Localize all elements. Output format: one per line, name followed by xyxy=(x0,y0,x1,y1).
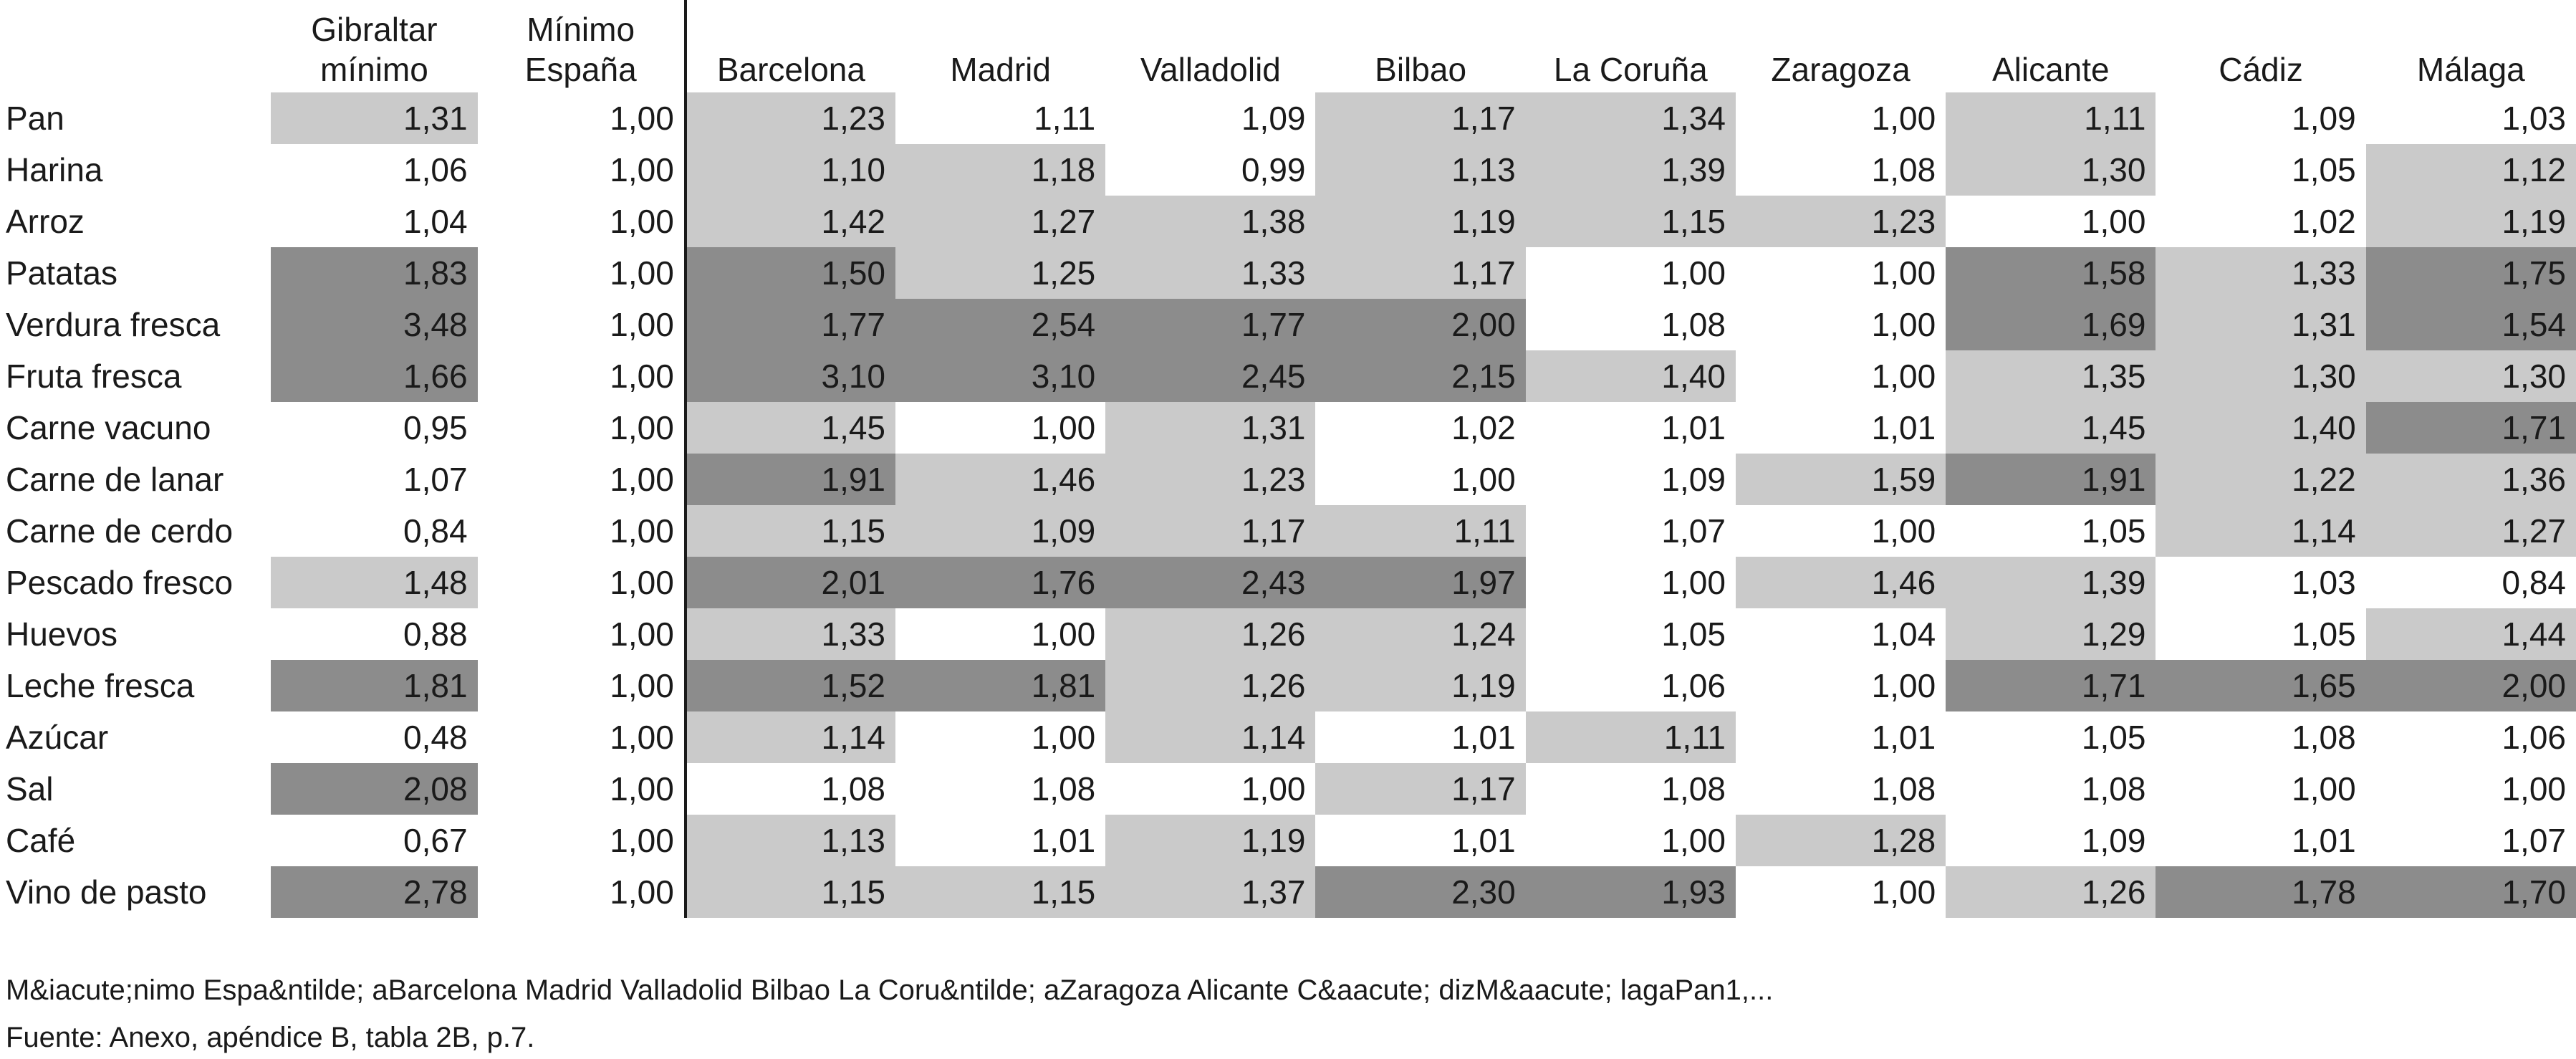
city-value-cell: 1,03 xyxy=(2366,92,2576,144)
city-value-cell: 1,00 xyxy=(1315,454,1525,505)
city-value-cell: 3,10 xyxy=(895,350,1105,402)
row-label: Sal xyxy=(6,770,54,808)
minimo-value-cell: 1,00 xyxy=(478,763,686,815)
city-value-cell: 1,05 xyxy=(2156,144,2365,196)
header-city: Bilbao xyxy=(1375,51,1467,88)
city-value-cell: 1,29 xyxy=(1946,608,2156,660)
city-value-cell: 1,15 xyxy=(1526,196,1736,247)
city-value-cell: 1,00 xyxy=(1526,557,1736,608)
minimo-value-cell: 1,00 xyxy=(478,660,686,711)
city-value-cell: 1,26 xyxy=(1105,660,1315,711)
city-value-cell: 1,11 xyxy=(1946,92,2156,144)
row-label: Carne de lanar xyxy=(6,461,224,498)
city-value-cell: 1,08 xyxy=(1526,299,1736,350)
city-value-cell: 1,46 xyxy=(895,454,1105,505)
minimo-value-cell: 1,00 xyxy=(478,350,686,402)
city-value-cell: 1,11 xyxy=(895,92,1105,144)
table-row xyxy=(0,247,2576,299)
city-value-cell: 1,33 xyxy=(686,608,895,660)
row-label: Vino de pasto xyxy=(6,873,207,911)
header-gibraltar-line-1: Gibraltar xyxy=(311,11,438,48)
city-value-cell: 1,23 xyxy=(1105,454,1315,505)
header-gibraltar-line-2: mínimo xyxy=(320,51,428,88)
city-value-cell: 1,36 xyxy=(2366,454,2576,505)
city-value-cell: 1,65 xyxy=(2156,660,2365,711)
table-row xyxy=(0,660,2576,711)
header-minimo-line-1: Mínimo xyxy=(527,11,635,48)
city-value-cell: 1,08 xyxy=(1736,763,1946,815)
gibraltar-value-cell: 0,67 xyxy=(271,815,477,866)
minimo-value-cell: 1,00 xyxy=(478,92,686,144)
city-value-cell: 1,78 xyxy=(2156,866,2365,918)
city-value-cell: 1,19 xyxy=(1315,196,1525,247)
table-row xyxy=(0,92,2576,144)
gibraltar-value-cell: 1,04 xyxy=(271,196,477,247)
header-city: Barcelona xyxy=(716,51,865,88)
header-city: Madrid xyxy=(950,51,1051,88)
city-value-cell: 1,91 xyxy=(686,454,895,505)
city-value-cell: 1,54 xyxy=(2366,299,2576,350)
row-label: Carne de cerdo xyxy=(6,512,234,550)
table-row xyxy=(0,557,2576,608)
city-value-cell: 1,17 xyxy=(1315,763,1525,815)
city-value-cell: 1,15 xyxy=(686,505,895,557)
city-value-cell: 1,33 xyxy=(2156,247,2365,299)
city-value-cell: 1,10 xyxy=(686,144,895,196)
minimo-value-cell: 1,00 xyxy=(478,608,686,660)
city-value-cell: 1,08 xyxy=(1946,763,2156,815)
city-value-cell: 1,28 xyxy=(1736,815,1946,866)
city-value-cell: 1,00 xyxy=(1736,247,1946,299)
city-value-cell: 1,07 xyxy=(2366,815,2576,866)
city-value-cell: 1,00 xyxy=(1526,815,1736,866)
table-body xyxy=(0,92,2576,918)
minimo-value-cell: 1,00 xyxy=(478,247,686,299)
city-value-cell: 1,31 xyxy=(2156,299,2365,350)
gibraltar-value-cell: 3,48 xyxy=(271,299,477,350)
city-value-cell: 1,40 xyxy=(2156,402,2365,454)
city-value-cell: 1,35 xyxy=(1946,350,2156,402)
city-value-cell: 2,01 xyxy=(686,557,895,608)
city-value-cell: 1,33 xyxy=(1105,247,1315,299)
city-value-cell: 1,17 xyxy=(1315,247,1525,299)
city-value-cell: 1,13 xyxy=(1315,144,1525,196)
table-row xyxy=(0,608,2576,660)
city-value-cell: 1,26 xyxy=(1105,608,1315,660)
city-value-cell: 1,19 xyxy=(1315,660,1525,711)
header-minimo-espana xyxy=(478,0,686,92)
city-value-cell: 1,03 xyxy=(2156,557,2365,608)
header-city: Málaga xyxy=(2416,51,2525,88)
city-value-cell: 1,07 xyxy=(1526,505,1736,557)
city-value-cell: 2,30 xyxy=(1315,866,1525,918)
city-value-cell: 1,11 xyxy=(1526,711,1736,763)
city-value-cell: 1,01 xyxy=(1315,711,1525,763)
city-value-cell: 1,06 xyxy=(2366,711,2576,763)
city-value-cell: 1,00 xyxy=(1736,660,1946,711)
header-city: Valladolid xyxy=(1140,51,1281,88)
header-row xyxy=(0,0,2576,92)
footnote-encoded-text: M&iacute;nimo Espa&ntilde; aBarcelona Madrid Valladolid Bilbao La Coru&ntilde; aZaragoza Alicante C&aacute; dizM&aacute; lagaPan1,... xyxy=(6,974,1774,1006)
table-row xyxy=(0,711,2576,763)
city-value-cell: 1,05 xyxy=(2156,608,2365,660)
city-value-cell: 1,75 xyxy=(2366,247,2576,299)
city-value-cell: 1,00 xyxy=(1946,196,2156,247)
city-value-cell: 3,10 xyxy=(686,350,895,402)
city-value-cell: 1,18 xyxy=(895,144,1105,196)
table-row xyxy=(0,815,2576,866)
city-value-cell: 2,15 xyxy=(1315,350,1525,402)
city-value-cell: 1,22 xyxy=(2156,454,2365,505)
city-value-cell: 0,99 xyxy=(1105,144,1315,196)
city-value-cell: 1,45 xyxy=(1946,402,2156,454)
city-value-cell: 1,05 xyxy=(1526,608,1736,660)
city-value-cell: 1,00 xyxy=(2366,763,2576,815)
city-value-cell: 1,97 xyxy=(1315,557,1525,608)
city-value-cell: 1,09 xyxy=(2156,92,2365,144)
table-row xyxy=(0,299,2576,350)
row-label: Verdura fresca xyxy=(6,306,221,343)
city-value-cell: 1,14 xyxy=(2156,505,2365,557)
gibraltar-value-cell: 1,48 xyxy=(271,557,477,608)
city-value-cell: 1,52 xyxy=(686,660,895,711)
row-label: Pescado fresco xyxy=(6,564,234,601)
header-city: La Coruña xyxy=(1553,51,1708,88)
gibraltar-value-cell: 1,06 xyxy=(271,144,477,196)
city-value-cell: 1,12 xyxy=(2366,144,2576,196)
table-row xyxy=(0,505,2576,557)
city-value-cell: 1,93 xyxy=(1526,866,1736,918)
city-value-cell: 1,00 xyxy=(895,402,1105,454)
city-value-cell: 1,08 xyxy=(895,763,1105,815)
header-city: Alicante xyxy=(1991,51,2110,88)
city-value-cell: 0,84 xyxy=(2366,557,2576,608)
city-value-cell: 1,44 xyxy=(2366,608,2576,660)
city-value-cell: 1,34 xyxy=(1526,92,1736,144)
city-value-cell: 1,15 xyxy=(895,866,1105,918)
city-value-cell: 1,00 xyxy=(1736,299,1946,350)
city-value-cell: 1,09 xyxy=(1946,815,2156,866)
city-value-cell: 1,19 xyxy=(1105,815,1315,866)
city-value-cell: 1,38 xyxy=(1105,196,1315,247)
city-value-cell: 1,00 xyxy=(1736,866,1946,918)
minimo-value-cell: 1,00 xyxy=(478,402,686,454)
city-value-cell: 2,45 xyxy=(1105,350,1315,402)
gibraltar-value-cell: 2,08 xyxy=(271,763,477,815)
city-value-cell: 1,17 xyxy=(1105,505,1315,557)
city-value-cell: 1,02 xyxy=(1315,402,1525,454)
city-value-cell: 2,54 xyxy=(895,299,1105,350)
gibraltar-value-cell: 0,88 xyxy=(271,608,477,660)
minimo-value-cell: 1,00 xyxy=(478,144,686,196)
city-value-cell: 1,06 xyxy=(1526,660,1736,711)
city-value-cell: 1,77 xyxy=(686,299,895,350)
city-value-cell: 1,69 xyxy=(1946,299,2156,350)
city-value-cell: 1,01 xyxy=(1736,402,1946,454)
city-value-cell: 1,14 xyxy=(686,711,895,763)
city-value-cell: 1,15 xyxy=(686,866,895,918)
table-row xyxy=(0,350,2576,402)
gibraltar-value-cell: 0,84 xyxy=(271,505,477,557)
footnote-source: Fuente: Anexo, apéndice B, tabla 2B, p.7. xyxy=(6,1022,535,1053)
table-row xyxy=(0,196,2576,247)
table-row xyxy=(0,454,2576,505)
row-label: Leche fresca xyxy=(6,667,195,704)
city-value-cell: 1,76 xyxy=(895,557,1105,608)
row-label: Carne vacuno xyxy=(6,409,211,446)
gibraltar-value-cell: 1,31 xyxy=(271,92,477,144)
table-row xyxy=(0,763,2576,815)
city-value-cell: 1,17 xyxy=(1315,92,1525,144)
minimo-value-cell: 1,00 xyxy=(478,454,686,505)
city-value-cell: 1,00 xyxy=(1526,247,1736,299)
city-value-cell: 1,24 xyxy=(1315,608,1525,660)
city-value-cell: 1,00 xyxy=(895,608,1105,660)
city-value-cell: 1,01 xyxy=(1736,711,1946,763)
city-value-cell: 1,01 xyxy=(1526,402,1736,454)
gibraltar-value-cell: 1,83 xyxy=(271,247,477,299)
city-value-cell: 1,23 xyxy=(686,92,895,144)
city-value-cell: 1,46 xyxy=(1736,557,1946,608)
city-value-cell: 1,01 xyxy=(1315,815,1525,866)
gibraltar-value-cell: 2,78 xyxy=(271,866,477,918)
city-value-cell: 1,01 xyxy=(2156,815,2365,866)
minimo-value-cell: 1,00 xyxy=(478,299,686,350)
city-value-cell: 1,31 xyxy=(1105,402,1315,454)
city-value-cell: 1,19 xyxy=(2366,196,2576,247)
city-value-cell: 1,05 xyxy=(1946,505,2156,557)
gibraltar-value-cell: 0,95 xyxy=(271,402,477,454)
city-value-cell: 1,08 xyxy=(686,763,895,815)
city-value-cell: 1,00 xyxy=(1105,763,1315,815)
table-row xyxy=(0,144,2576,196)
row-label: Arroz xyxy=(6,203,85,240)
city-value-cell: 1,58 xyxy=(1946,247,2156,299)
header-city: Cádiz xyxy=(2219,51,2303,88)
city-value-cell: 1,30 xyxy=(2366,350,2576,402)
city-value-cell: 1,09 xyxy=(1526,454,1736,505)
city-value-cell: 1,08 xyxy=(1526,763,1736,815)
city-value-cell: 1,27 xyxy=(895,196,1105,247)
gibraltar-value-cell: 0,48 xyxy=(271,711,477,763)
minimo-value-cell: 1,00 xyxy=(478,815,686,866)
header-city: Zaragoza xyxy=(1771,51,1911,88)
city-value-cell: 1,00 xyxy=(1736,350,1946,402)
city-value-cell: 1,25 xyxy=(895,247,1105,299)
city-value-cell: 1,04 xyxy=(1736,608,1946,660)
city-value-cell: 1,23 xyxy=(1736,196,1946,247)
row-label: Café xyxy=(6,822,76,859)
city-value-cell: 1,08 xyxy=(2156,711,2365,763)
table-row xyxy=(0,402,2576,454)
city-value-cell: 1,09 xyxy=(895,505,1105,557)
row-label: Pan xyxy=(6,100,64,137)
table-row xyxy=(0,866,2576,918)
city-value-cell: 1,39 xyxy=(1526,144,1736,196)
row-label: Huevos xyxy=(6,615,117,653)
gibraltar-value-cell: 1,07 xyxy=(271,454,477,505)
city-value-cell: 1,70 xyxy=(2366,866,2576,918)
row-label: Fruta fresca xyxy=(6,358,182,395)
city-value-cell: 1,00 xyxy=(895,711,1105,763)
row-label: Patatas xyxy=(6,254,117,292)
minimo-value-cell: 1,00 xyxy=(478,196,686,247)
row-label: Harina xyxy=(6,151,103,188)
city-value-cell: 1,30 xyxy=(1946,144,2156,196)
city-value-cell: 1,14 xyxy=(1105,711,1315,763)
header-minimo-line-2: España xyxy=(524,51,637,88)
city-value-cell: 1,26 xyxy=(1946,866,2156,918)
city-value-cell: 1,30 xyxy=(2156,350,2365,402)
city-value-cell: 1,08 xyxy=(1736,144,1946,196)
city-value-cell: 1,27 xyxy=(2366,505,2576,557)
gibraltar-value-cell: 1,66 xyxy=(271,350,477,402)
city-value-cell: 2,00 xyxy=(1315,299,1525,350)
city-value-cell: 1,00 xyxy=(1736,92,1946,144)
city-value-cell: 1,77 xyxy=(1105,299,1315,350)
city-value-cell: 1,11 xyxy=(1315,505,1525,557)
header-blank-cell xyxy=(0,0,271,92)
city-value-cell: 1,39 xyxy=(1946,557,2156,608)
minimo-value-cell: 1,00 xyxy=(478,505,686,557)
row-label: Azúcar xyxy=(6,719,109,756)
minimo-value-cell: 1,00 xyxy=(478,711,686,763)
city-value-cell: 1,02 xyxy=(2156,196,2365,247)
minimo-value-cell: 1,00 xyxy=(478,557,686,608)
city-value-cell: 1,91 xyxy=(1946,454,2156,505)
city-value-cell: 1,71 xyxy=(1946,660,2156,711)
city-value-cell: 1,00 xyxy=(2156,763,2365,815)
city-value-cell: 1,05 xyxy=(1946,711,2156,763)
city-value-cell: 1,71 xyxy=(2366,402,2576,454)
city-value-cell: 1,45 xyxy=(686,402,895,454)
city-value-cell: 2,43 xyxy=(1105,557,1315,608)
city-value-cell: 1,81 xyxy=(895,660,1105,711)
city-value-cell: 1,42 xyxy=(686,196,895,247)
city-value-cell: 1,13 xyxy=(686,815,895,866)
city-value-cell: 1,01 xyxy=(895,815,1105,866)
city-value-cell: 1,00 xyxy=(1736,505,1946,557)
city-value-cell: 1,59 xyxy=(1736,454,1946,505)
city-value-cell: 1,40 xyxy=(1526,350,1736,402)
header-gibraltar-minimo xyxy=(271,0,477,92)
city-value-cell: 1,09 xyxy=(1105,92,1315,144)
minimo-value-cell: 1,00 xyxy=(478,866,686,918)
gibraltar-value-cell: 1,81 xyxy=(271,660,477,711)
city-value-cell: 2,00 xyxy=(2366,660,2576,711)
city-value-cell: 1,37 xyxy=(1105,866,1315,918)
city-value-cell: 1,50 xyxy=(686,247,895,299)
